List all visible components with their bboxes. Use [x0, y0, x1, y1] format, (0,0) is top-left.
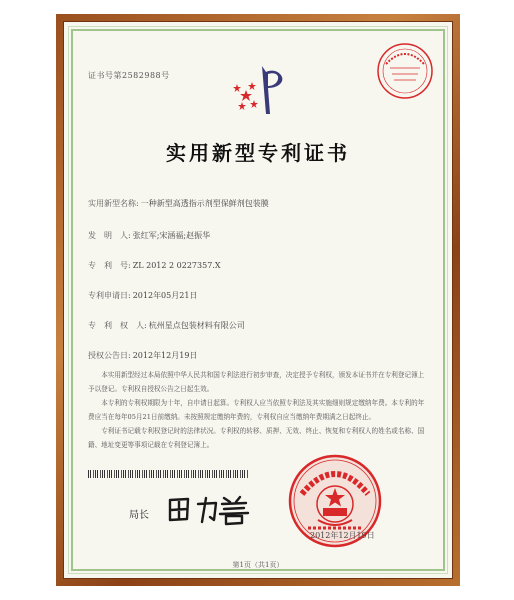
certificate-title: 实用新型专利证书	[166, 141, 350, 165]
field-value: 张红军;宋涵福;赵振华	[132, 231, 211, 240]
field-label: 发 明 人:	[88, 231, 131, 240]
page-number: 第1页（共1页）	[232, 561, 284, 569]
certificate-body	[88, 368, 428, 452]
field-value: 2012年05月21日	[132, 291, 198, 300]
field-label: 专利申请日:	[88, 291, 131, 300]
field-value: 一种新型高透指示剂型保鲜剂包装膜	[140, 199, 269, 208]
field-grant-date	[88, 350, 197, 361]
field-value: 2012年12月19日	[132, 351, 198, 360]
body-paragraph: 本专利的专利权期限为十年，自申请日起算。专利权人应当依照专利法及其实施细则规定缴纳年费。本专利的年费应当在每年05月21日前缴纳。未按照规定缴纳年费的，专利权自应当缴纳年费期满之日起终止。	[88, 399, 425, 421]
field-value: ZL 2012 2 0227357.X	[132, 261, 221, 270]
certificate-frame	[56, 14, 460, 586]
seal-date: 2012年12月19日	[310, 531, 375, 540]
field-utility-model-name	[88, 198, 269, 209]
director-label: 局长	[129, 510, 149, 521]
field-patent-number	[88, 260, 221, 271]
certificate-number: 证书号第2582988号	[88, 71, 170, 80]
body-paragraph: 专利证书记载专利权登记时的法律状况。专利权的转移、质押、无效、终止、恢复和专利权人的姓名或名称、国籍、地址变更等事项记载在专利登记簿上。	[88, 427, 425, 449]
field-value: 杭州星点包装材料有限公司	[148, 321, 245, 330]
field-patentee	[88, 320, 245, 331]
director-signature	[164, 492, 250, 526]
field-label: 专 利 号:	[88, 261, 131, 270]
review-seal-icon	[376, 42, 434, 100]
field-label: 专 利 权 人:	[88, 321, 147, 330]
field-label: 实用新型名称:	[88, 199, 139, 208]
field-application-date	[88, 290, 197, 301]
field-inventors	[88, 230, 210, 241]
certificate-paper	[63, 21, 453, 579]
body-paragraph: 本实用新型经过本局依照中华人民共和国专利法进行初步审查，决定授予专利权，颁发本证书并在专利登记簿上予以登记。专利权自授权公告之日起生效。	[88, 371, 425, 393]
barcode	[88, 470, 248, 478]
field-label: 授权公告日:	[88, 351, 131, 360]
patent-office-emblem-icon	[232, 62, 290, 116]
